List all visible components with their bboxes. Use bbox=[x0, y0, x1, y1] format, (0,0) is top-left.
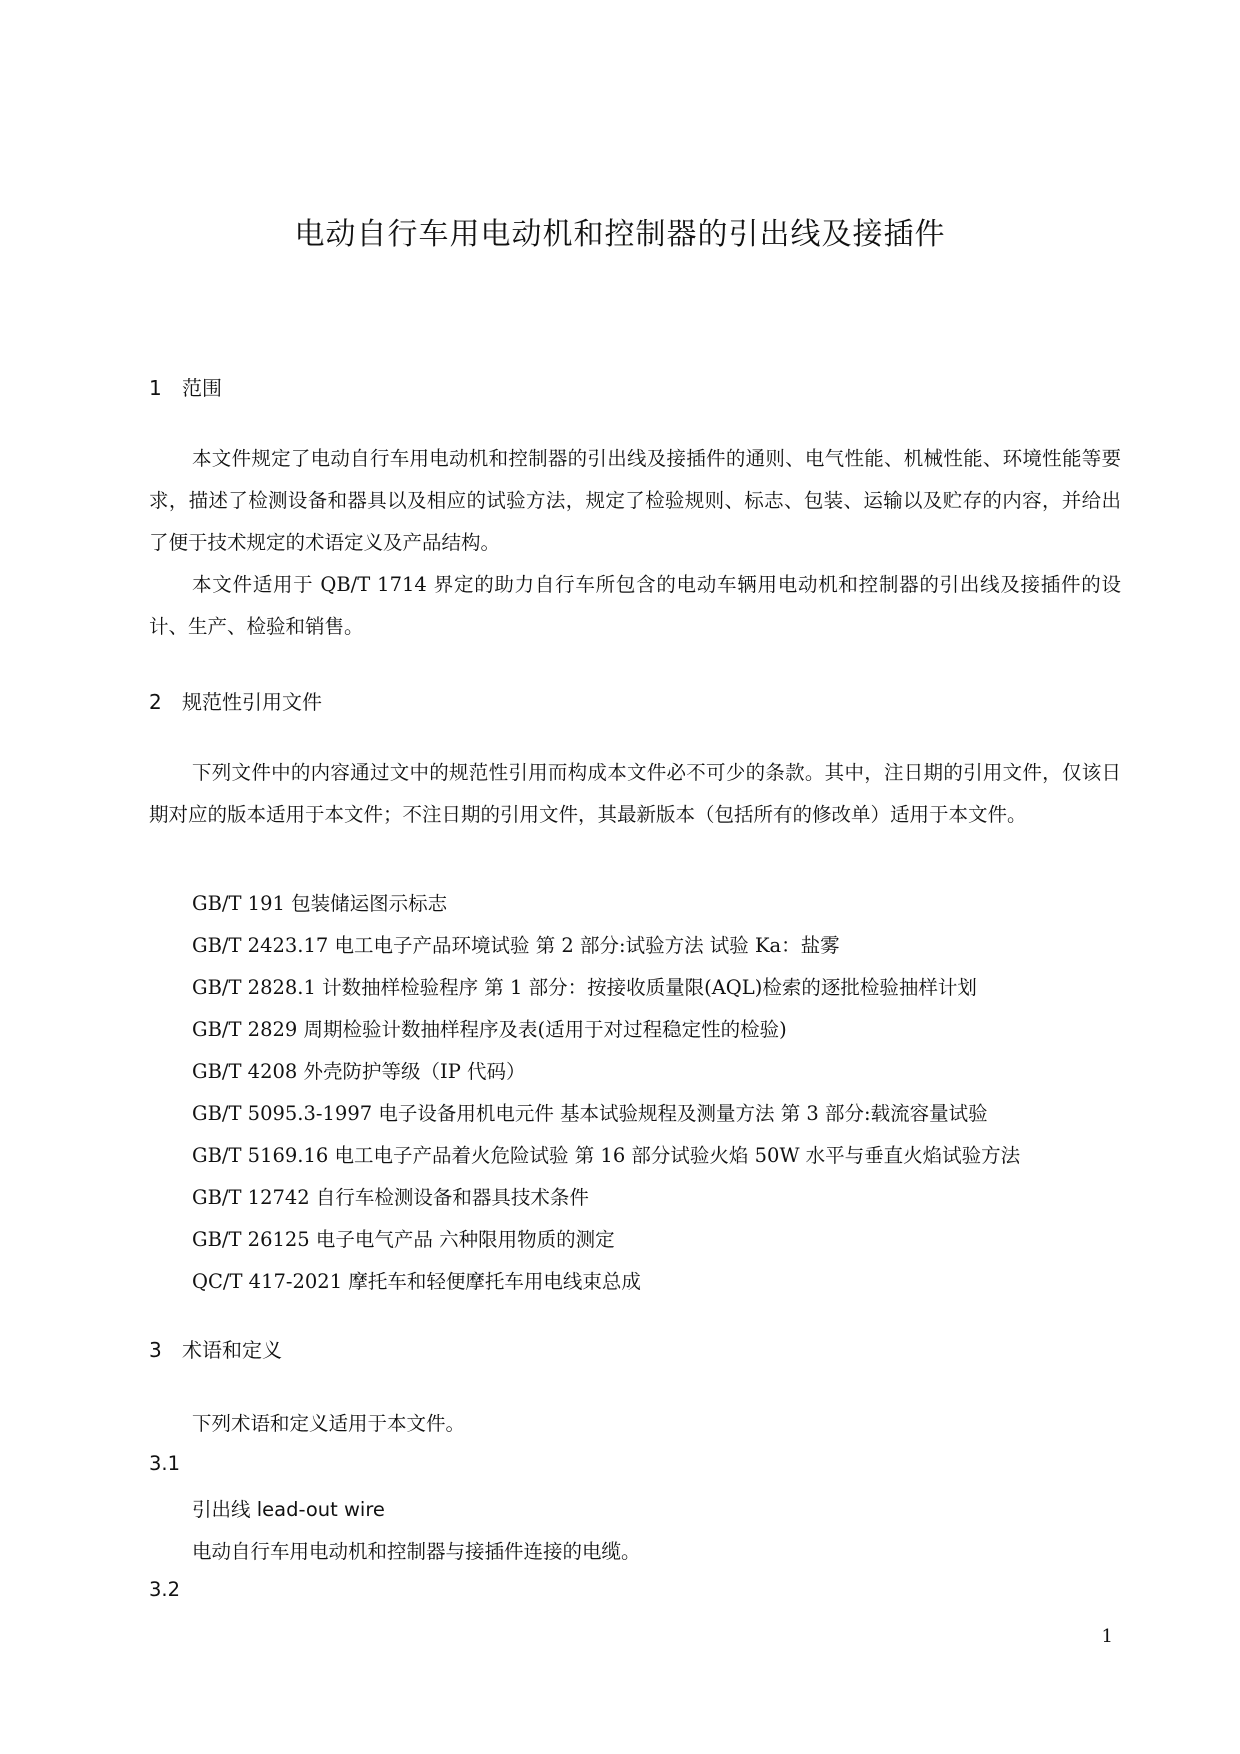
term-number: 3.2 bbox=[149, 1578, 181, 1601]
term-definition: 电动自行车用电动机和控制器与接插件连接的电缆。 bbox=[192, 1540, 641, 1563]
term-number: 3.1 bbox=[149, 1452, 181, 1475]
section-title: 规范性引用文件 bbox=[182, 690, 322, 714]
reference-item: GB/T 5169.16 电工电子产品着火危险试验 第 16 部分试验火焰 50W 水平与垂直火焰试验方法 bbox=[192, 1144, 1021, 1167]
section-number: 2 bbox=[149, 690, 162, 714]
section-title: 术语和定义 bbox=[182, 1338, 282, 1362]
reference-item: GB/T 26125 电子电气产品 六种限用物质的测定 bbox=[192, 1228, 615, 1251]
reference-item: GB/T 5095.3-1997 电子设备用机电元件 基本试验规程及测量方法 第 3 部分:载流容量试验 bbox=[192, 1102, 988, 1125]
scope-paragraph-2: 本文件适用于 QB/T 1714 界定的助力自行车所包含的电动车辆用电动机和控制器的引出线及接插件的设计、生产、检验和销售。 bbox=[149, 573, 1121, 638]
reference-item: GB/T 2828.1 计数抽样检验程序 第 1 部分：按接收质量限(AQL)检索的逐批检验抽样计划 bbox=[192, 976, 977, 999]
terms-intro: 下列术语和定义适用于本文件。 bbox=[192, 1412, 466, 1435]
section-heading-scope bbox=[149, 372, 222, 401]
section-number: 3 bbox=[149, 1338, 162, 1362]
section-heading-normative-references bbox=[149, 686, 322, 715]
reference-item: QC/T 417-2021 摩托车和轻便摩托车用电线束总成 bbox=[192, 1270, 641, 1293]
page-number: 1 bbox=[1101, 1626, 1113, 1647]
reference-item: GB/T 12742 自行车检测设备和器具技术条件 bbox=[192, 1186, 589, 1209]
term-name: 引出线 lead-out wire bbox=[192, 1498, 385, 1521]
reference-item: GB/T 191 包装储运图示标志 bbox=[192, 892, 448, 915]
reference-item: GB/T 2423.17 电工电子产品环境试验 第 2 部分:试验方法 试验 Ka：盐雾 bbox=[192, 934, 840, 957]
section-number: 1 bbox=[149, 376, 162, 400]
section-heading-terms bbox=[149, 1334, 282, 1363]
reference-item: GB/T 4208 外壳防护等级（IP 代码） bbox=[192, 1060, 526, 1083]
reference-item: GB/T 2829 周期检验计数抽样程序及表(适用于对过程稳定性的检验) bbox=[192, 1018, 787, 1041]
section-title: 范围 bbox=[182, 376, 222, 400]
document-title: 电动自行车用电动机和控制器的引出线及接插件 bbox=[294, 217, 946, 252]
scope-paragraph-1: 本文件规定了电动自行车用电动机和控制器的引出线及接插件的通则、电气性能、机械性能、环境性能等要求，描述了检测设备和器具以及相应的试验方法，规定了检验规则、标志、包装、运输以及贮存的内容，并给出了便于技术规定的术语定义及产品结构。 bbox=[149, 447, 1121, 554]
normative-intro-paragraph: 下列文件中的内容通过文中的规范性引用而构成本文件必不可少的条款。其中，注日期的引用文件，仅该日期对应的版本适用于本文件；不注日期的引用文件，其最新版本（包括所有的修改单）适用于本文件。 bbox=[149, 761, 1121, 826]
